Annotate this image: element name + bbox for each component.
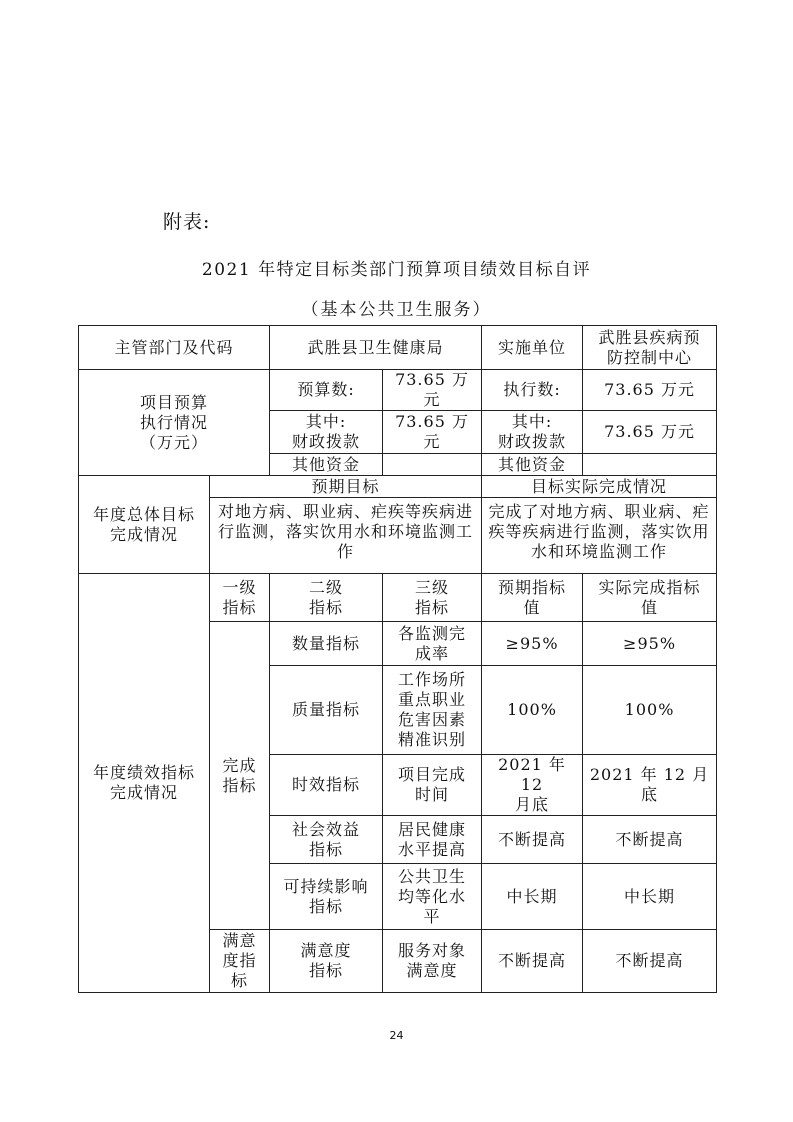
fiscal-exec-value: 73.65 万元 [583,411,717,454]
actual-value: 100% [583,666,717,755]
expected-value: 不断提高 [482,930,583,993]
expected-goal-header: 预期目标 [210,476,482,498]
budget-label: 预算数: [270,370,383,411]
level2-indicator: 数量指标 [270,622,383,666]
performance-table [78,325,717,993]
impl-value: 武胜县疾病预 防控制中心 [583,326,717,370]
fiscal-value: 73.65 万 元 [383,411,482,454]
dept-label: 主管部门及代码 [79,326,270,370]
indicator-header-actual: 实际完成指标 值 [583,574,717,622]
dept-value: 武胜县卫生健康局 [270,326,482,370]
level2-indicator: 质量指标 [270,666,383,755]
fiscal-label: 其中: 财政拨款 [270,411,383,454]
level3-indicator: 服务对象 满意度 [383,930,482,993]
level2-indicator: 社会效益 指标 [270,816,383,864]
actual-value: 2021 年 12 月 底 [583,755,717,816]
other-exec-value [583,454,717,476]
expected-value: 2021 年 12 月底 [482,755,583,816]
document-subtitle: （基本公共卫生服务） [301,300,492,320]
level3-indicator: 工作场所 重点职业 危害因素 精准识别 [383,666,482,755]
indicators-section-label: 年度绩效指标 完成情况 [79,574,210,993]
actual-value: ≥95% [583,622,717,666]
document-title: 2021 年特定目标类部门预算项目绩效目标自评 [201,260,592,280]
budget-section-label: 项目预算 执行情况 （万元） [79,370,270,476]
appendix-label: 附表: [163,211,211,233]
fiscal-exec-label: 其中: 财政拨款 [482,411,583,454]
other-value [383,454,482,476]
other-label: 其他资金 [270,454,383,476]
table-row [79,476,717,498]
level2-indicator: 可持续影响 指标 [270,864,383,930]
budget-value: 73.65 万 元 [383,370,482,411]
level3-indicator: 公共卫生 均等化水 平 [383,864,482,930]
indicator-header-level3: 三级 指标 [383,574,482,622]
expected-value: ≥95% [482,622,583,666]
actual-value: 不断提高 [583,930,717,993]
level3-indicator: 项目完成 时间 [383,755,482,816]
actual-goal-header: 目标实际完成情况 [482,476,717,498]
level2-indicator: 满意度 指标 [270,930,383,993]
expected-value: 100% [482,666,583,755]
exec-value: 73.65 万元 [583,370,717,411]
table-row [79,370,717,411]
impl-label: 实施单位 [482,326,583,370]
page-number: 24 [389,1029,404,1042]
actual-goal-text: 完成了对地方病、职业病、疟疾等疾病进行监测，落实饮用水和环境监测工作 [482,498,717,574]
level1-satisfaction-indicator: 满意 度指 标 [210,930,270,993]
expected-goal-text: 对地方病、职业病、疟疾等疾病进行监测，落实饮用水和环境监测工作 [210,498,482,574]
table-row [79,326,717,370]
level1-completion-indicator: 完成 指标 [210,622,270,930]
expected-value: 不断提高 [482,816,583,864]
table-row [79,574,717,622]
other-exec-label: 其他资金 [482,454,583,476]
expected-value: 中长期 [482,864,583,930]
exec-label: 执行数: [482,370,583,411]
indicator-header-level1: 一级 指标 [210,574,270,622]
indicator-header-level2: 二级 指标 [270,574,383,622]
level2-indicator: 时效指标 [270,755,383,816]
level3-indicator: 各监测完 成率 [383,622,482,666]
indicator-header-expected: 预期指标 值 [482,574,583,622]
level3-indicator: 居民健康 水平提高 [383,816,482,864]
actual-value: 中长期 [583,864,717,930]
actual-value: 不断提高 [583,816,717,864]
annual-goal-section-label: 年度总体目标 完成情况 [79,476,210,574]
